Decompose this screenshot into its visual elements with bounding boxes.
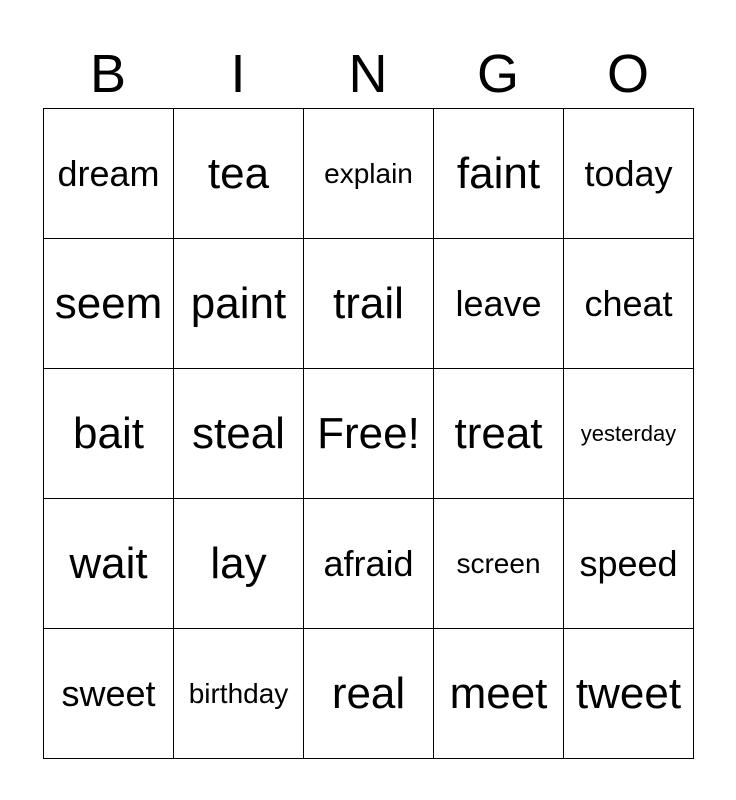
bingo-cell: cheat <box>564 239 694 369</box>
bingo-cell: leave <box>434 239 564 369</box>
header-letter-b: B <box>89 44 127 104</box>
header-letter-n: N <box>348 44 388 104</box>
bingo-cell: explain <box>304 109 434 239</box>
bingo-cell: trail <box>304 239 434 369</box>
bingo-cell: seem <box>44 239 174 369</box>
bingo-cell: sweet <box>44 629 174 759</box>
bingo-cell: steal <box>174 369 304 499</box>
bingo-cell: lay <box>174 499 304 629</box>
bingo-cell: faint <box>434 109 564 239</box>
bingo-cell: dream <box>44 109 174 239</box>
header-letter-o: O <box>606 44 649 104</box>
bingo-cell: tweet <box>564 629 694 759</box>
bingo-card <box>43 108 694 759</box>
bingo-cell: paint <box>174 239 304 369</box>
bingo-cell: afraid <box>304 499 434 629</box>
header-letter-i: I <box>230 44 246 104</box>
bingo-cell: bait <box>44 369 174 499</box>
bingo-cell: speed <box>564 499 694 629</box>
header-letter-g: G <box>476 44 519 104</box>
bingo-cell: real <box>304 629 434 759</box>
bingo-cell: today <box>564 109 694 239</box>
bingo-cell: birthday <box>174 629 304 759</box>
bingo-cell: wait <box>44 499 174 629</box>
bingo-header <box>43 40 693 108</box>
bingo-cell: tea <box>174 109 304 239</box>
bingo-cell: treat <box>434 369 564 499</box>
bingo-cell: yesterday <box>564 369 694 499</box>
bingo-cell: screen <box>434 499 564 629</box>
free-space-cell: Free! <box>304 369 434 499</box>
bingo-cell: meet <box>434 629 564 759</box>
